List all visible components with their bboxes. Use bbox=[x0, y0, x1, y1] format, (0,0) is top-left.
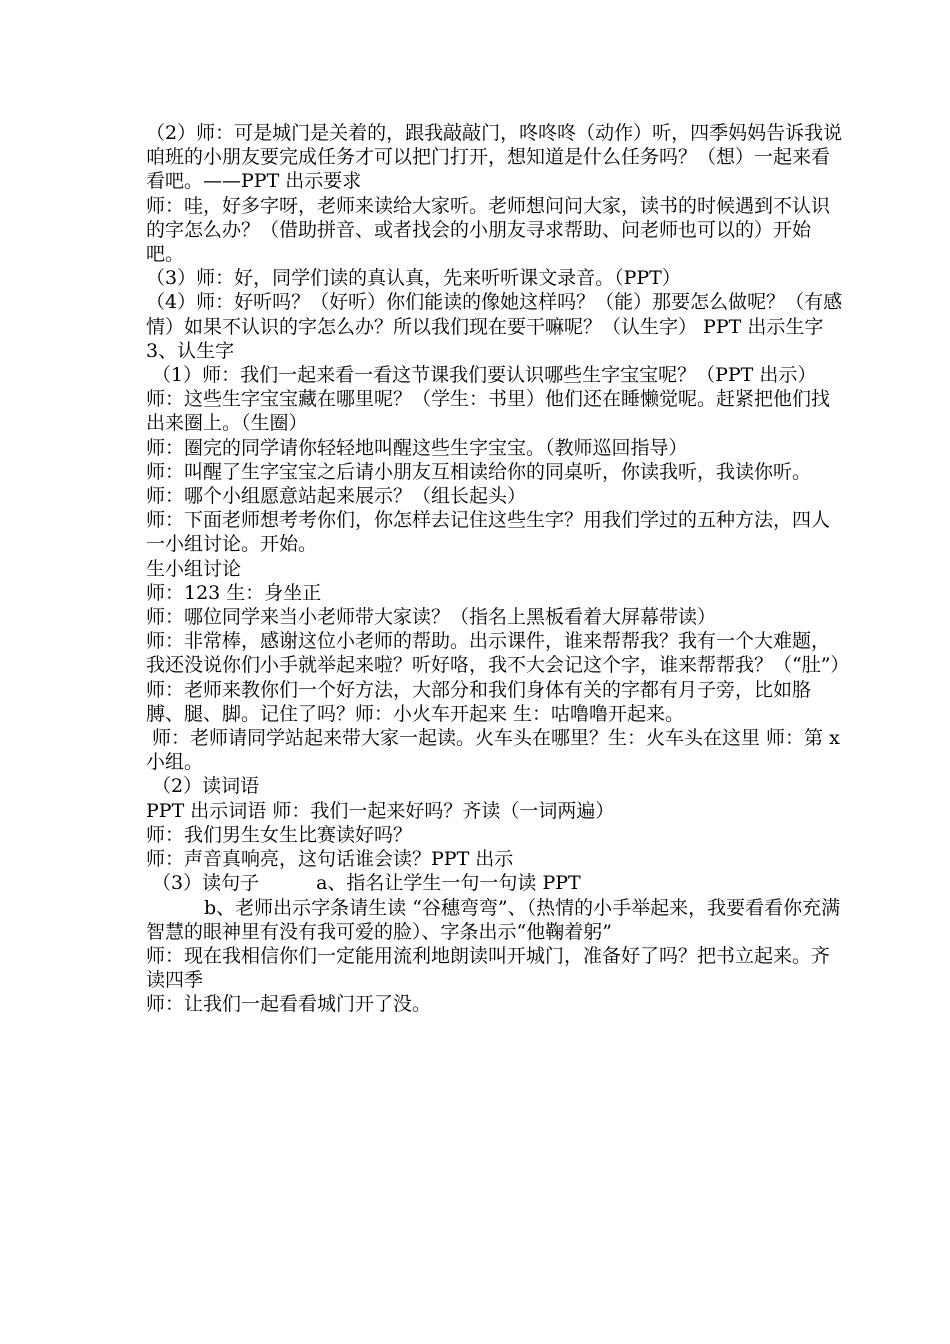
paragraph-sit-up: 师：123 生：身坐正 bbox=[146, 581, 322, 604]
section-heading-sentences: （3）读句子 a、指名让学生一句一句读 PPT bbox=[152, 872, 581, 895]
paragraph-teacher-read: 师：哇，好多字呀，老师来读给大家听。老师想问问大家，读书的时候遇到不认识的字怎么办？（借助拼音、或者找会的小朋友寻求帮助、问老师也可以的）开始吧。 bbox=[146, 194, 831, 266]
paragraph-group-show: 师：哪个小组愿意站起来展示？（组长起头） bbox=[146, 485, 527, 508]
paragraph-wake-characters: 师：圈完的同学请你轻轻地叫醒这些生字宝宝。（教师巡回指导） bbox=[146, 436, 688, 459]
paragraph-look-characters: （1）师：我们一起来看一看这节课我们要认识哪些生字宝宝呢？（PPT 出示） bbox=[152, 364, 817, 387]
paragraph-show-characters: （4）师：好听吗？（好听）你们能读的像她这样吗？（能）那要怎么做呢？（有感情）如果不认识的字怎么办？所以我们现在要干嘛呢？（认生字） PPT 出示生字 bbox=[146, 291, 843, 338]
paragraph-show-words: PPT 出示词语 师：我们一起来好吗？齐读（一词两遍） bbox=[146, 799, 615, 822]
paragraph-task-intro: （2）师：可是城门是关着的，跟我敲敲门，咚咚咚（动作）听，四季妈妈告诉我说咱班的小朋友要完成任务才可以把门打开，想知道是什么任务吗？（想）一起来看看吧。——PPT 出示要求 bbox=[146, 122, 843, 193]
paragraph-train-reading: 师：老师请同学站起来带大家一起读。火车头在哪里？生：火车头在这里 师：第 x 小组。 bbox=[146, 727, 840, 774]
document-page bbox=[146, 121, 850, 1017]
paragraph-difficult-character: 师：非常棒，感谢这位小老师的帮助。出示课件，谁来帮帮我？我有一个大难题，我还没说你们小手就举起来啦？听好咯，我不大会记这个字，谁来帮帮我？（“肚”） bbox=[146, 630, 850, 677]
section-heading-words: （2）读词语 bbox=[152, 775, 260, 798]
paragraph-recording: （3）师：好，同学们读的真认真，先来听听课文录音。（PPT） bbox=[146, 267, 681, 290]
paragraph-find-characters: 师：这些生字宝宝藏在哪里呢？（学生：书里）他们还在睡懒觉呢。赶紧把他们找出来圈上。（生圈） bbox=[146, 388, 831, 435]
paragraph-group-discussion: 师：下面老师想考考你们，你怎样去记住这些生字？用我们学过的五种方法，四人一小组讨论。开始。 bbox=[146, 509, 831, 556]
paragraph-moon-radical: 师：老师来教你们一个好方法，大部分和我们身体有关的字都有月子旁，比如胳膊、腿、脚。记住了吗？师：小火车开起来 生：咕噜噜开起来。 bbox=[146, 678, 812, 725]
section-heading-characters: 3、认生字 bbox=[146, 339, 235, 362]
paragraph-little-teacher: 师：哪位同学来当小老师带大家读？（指名上黑板看着大屏幕带读） bbox=[146, 606, 717, 629]
paragraph-boys-girls: 师：我们男生女生比赛读好吗？ bbox=[146, 823, 413, 846]
paragraph-word-strips: b、老师出示字条请生读 “谷穗弯弯”、（热情的小手举起来，我要看看你充满智慧的眼神里有没有我可爱的脸）、字条出示“他鞠着躬” bbox=[146, 896, 841, 943]
paragraph-loud-voice: 师：声音真响亮，这句话谁会读？PPT 出示 bbox=[146, 848, 514, 871]
paragraph-student-discussion: 生小组讨论 bbox=[146, 557, 242, 580]
paragraph-city-gate: 师：让我们一起看看城门开了没。 bbox=[146, 993, 432, 1016]
paragraph-fluent-reading: 师：现在我相信你们一定能用流利地朗读叫开城门，准备好了吗？把书立起来。齐读四季 bbox=[146, 944, 831, 992]
paragraph-read-to-partner: 师：叫醒了生字宝宝之后请小朋友互相读给你的同桌听，你读我听，我读你听。 bbox=[146, 460, 812, 483]
